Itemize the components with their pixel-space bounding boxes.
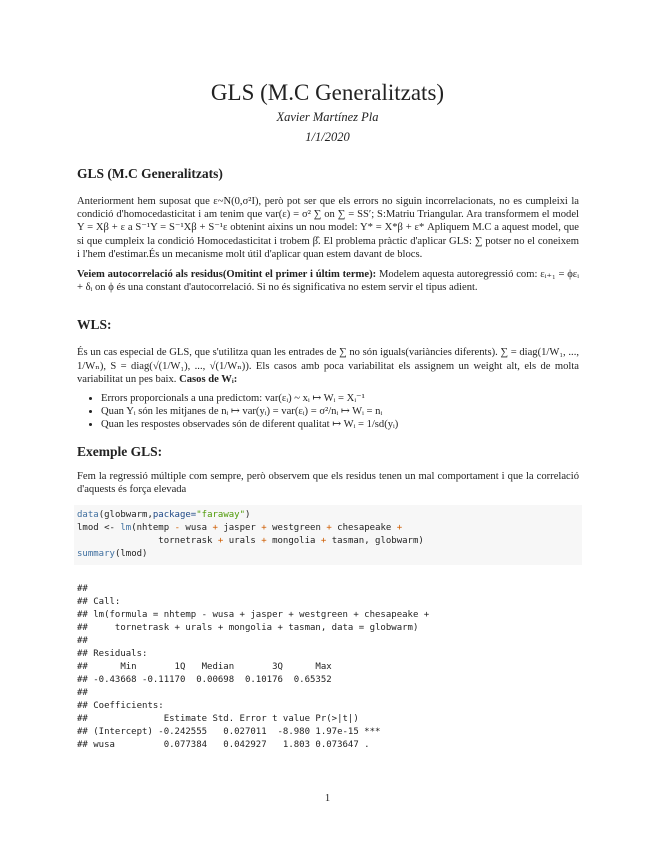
list-item: • Quan Yᵢ són les mitjanes de nᵢ ↦ var(yᵢ) = var(εᵢ) = σ²/nᵢ ↦ Wᵢ = nᵢ <box>101 405 579 418</box>
document-date: 1/1/2020 <box>305 130 350 144</box>
code-token: (lmod) <box>114 549 148 560</box>
r-output-block <box>77 583 579 752</box>
output-line: ## <box>77 688 88 699</box>
wls-cases-bold: Casos de Wᵢ: <box>179 373 238 385</box>
autocorrelation-text: Modelem aquesta autoregressió com: εᵢ₊₁ = ϕεᵢ + δᵢ on ϕ és una constant d'autocorrelació. Si no és significativa no estem servir el tipus adient. <box>77 269 579 294</box>
code-token: (globwarm, <box>98 510 153 521</box>
paragraph-wls <box>77 346 579 386</box>
output-line: ## <box>77 636 88 647</box>
document-title: GLS (M.C Generalitzats) <box>210 80 445 105</box>
code-token: data <box>77 510 99 521</box>
output-line: ## lm(formula = nhtemp - wusa + jasper + westgreen + chesapeake + <box>77 610 430 621</box>
code-token: wusa <box>179 523 213 534</box>
code-token: package= <box>152 510 197 521</box>
code-token: chesapeake <box>331 523 397 534</box>
code-token: summary <box>77 549 115 560</box>
code-token: jasper <box>217 523 262 534</box>
document-author: Xavier Martínez Pla <box>276 110 379 124</box>
output-line: ## Call: <box>77 597 121 608</box>
wls-text: És un cas especial de GLS, que s'utilitza quan les entrades de ∑ no són iguals(variàncies diferents). ∑ = diag(1/W₁, ..., 1/Wₙ), S = diag(√(1/W₁), ..., √(1/Wₙ)). Els casos amb poca variabilitat els assignem un weight alt, els de molta variabilitat un pes baix. <box>77 347 579 385</box>
code-token: + <box>212 523 218 534</box>
output-line: ## tornetrask + urals + mongolia + tasman, data = globwarm) <box>77 623 419 634</box>
autocorrelation-bold-lead: Veiem autocorrelació als residus(Omitint el primer i últim terme): <box>77 269 377 281</box>
code-token: lm <box>120 523 132 534</box>
code-token: + <box>396 523 403 534</box>
output-line: ## Coefficients: <box>77 701 164 712</box>
code-token: "faraway" <box>196 510 246 521</box>
code-token: lmod <- <box>77 523 121 534</box>
code-token: + <box>320 536 327 547</box>
page-number: 1 <box>324 793 331 804</box>
code-token: + <box>261 523 267 534</box>
paragraph-gls-intro: Anteriorment hem suposat que ε~N(0,σ²I), però pot ser que els errors no siguin incorrelacionats, no es cumpleixi la condició d'homocedasticitat i am tenim que var(ε) = σ² ∑ on ∑ = SS′; S:Matriu Triangular. Ara transformem el model Y = Xβ + ε a S⁻¹Y = S⁻¹Xβ + S⁻¹ε obtenint aixins un nou model: Y* = X*β + ε* Apliquem M.C a aquest model, que si que cumpleix la condició Homocedasticitat i trobem β̂. El problema pràctic d'aplicar GLS: ∑ potser no el coneixem i l'hem d'estimar.És un mecanisme molt útil d'aplicar quan estem davant de blocs. <box>77 196 579 260</box>
code-token: urals <box>223 536 262 547</box>
code-token: tasman, globwarm) <box>326 536 424 547</box>
code-token: + <box>217 536 224 547</box>
output-line: ## Residuals: <box>77 649 148 660</box>
paragraph-example: Fem la regressió múltiple com sempre, però observem que els residus tenen un mal comportament i que la correlació d'aquests és força elevada <box>77 471 579 496</box>
section-heading-gls: GLS (M.C Generalitzats) <box>77 166 223 181</box>
code-token: + <box>261 536 267 547</box>
paragraph-autocorrelation <box>77 268 579 294</box>
output-line: ## <box>77 584 88 595</box>
output-line: ## Min 1Q Median 3Q Max <box>77 662 332 673</box>
list-item: • Quan les respostes observades són de diferent qualitat ↦ Wᵢ = 1/sd(yᵢ) <box>101 418 579 431</box>
code-token: - <box>174 523 180 534</box>
code-token: + <box>326 523 332 534</box>
wls-cases-list <box>77 392 579 431</box>
output-line: ## (Intercept) -0.242555 0.027011 -8.980 1.97e-15 *** <box>77 727 381 738</box>
section-heading-wls: WLS: <box>77 317 112 333</box>
code-token: (nhtemp <box>131 523 175 534</box>
output-line: ## Estimate Std. Error t value Pr(>|t|) <box>77 714 359 725</box>
list-item: • Errors proporcionals a una predictom: var(εᵢ) ~ xᵢ ↦ Wᵢ = Xᵢ⁻¹ <box>101 392 579 405</box>
r-code-block <box>74 505 582 565</box>
code-token: ) <box>245 510 251 521</box>
code-token: westgreen <box>266 523 327 534</box>
code-token: tornetrask <box>77 536 218 547</box>
document-body <box>77 165 579 752</box>
output-line: ## -0.43668 -0.11170 0.00698 0.10176 0.65352 <box>77 675 332 686</box>
output-line: ## wusa 0.077384 0.042927 1.803 0.073647 . <box>77 740 370 751</box>
code-token: mongolia <box>266 536 321 547</box>
section-heading-example: Exemple GLS: <box>77 444 163 460</box>
